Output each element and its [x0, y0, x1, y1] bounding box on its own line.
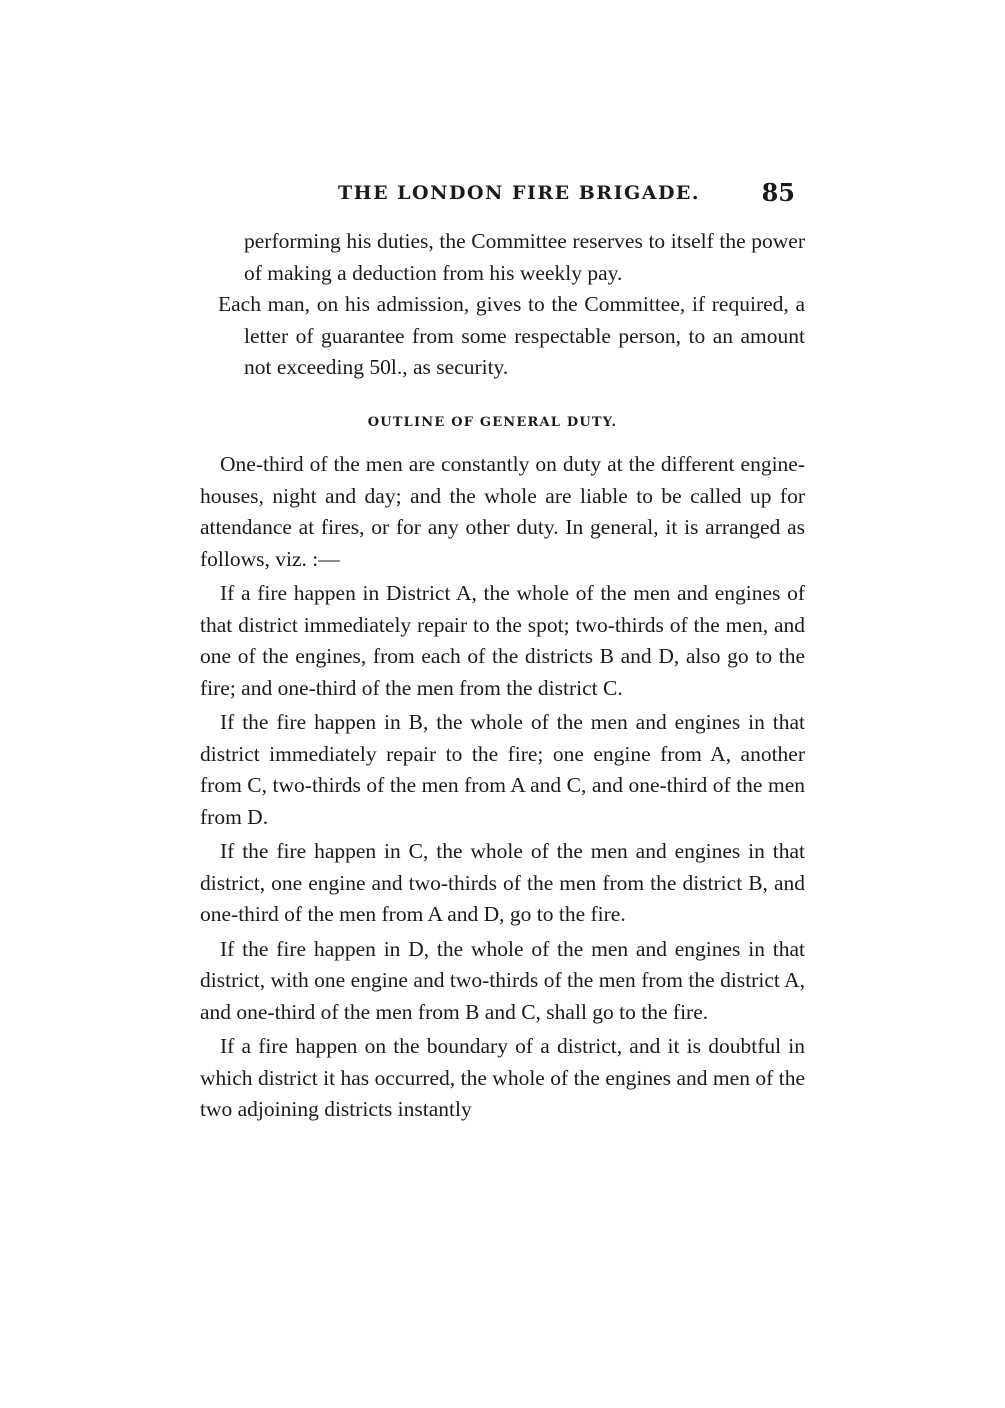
paragraph: If the fire happen in D, the whole of the men and engines in that district, with one engine and two-thirds of the men from the district A, and one-third of the men from B and C, shall go to the fire.: [200, 936, 805, 1024]
page-number: 85: [761, 178, 795, 207]
page-header: [200, 178, 805, 212]
section-body: [200, 449, 805, 1129]
running-head: THE LONDON FIRE BRIGADE.: [338, 182, 701, 204]
paragraph: If the fire happen in B, the whole of the men and engines in that district immediately repair to the fire; one engine from A, another from C, two-thirds of the men from A and C, and one-third of the men from D.: [200, 710, 805, 829]
rule-paragraph-guarantee: Each man, on his admission, gives to the Committee, if required, a letter of guarantee from some respectable person, to an amount not exceeding 50l., as security.: [218, 292, 805, 379]
paragraph: If the fire happen in C, the whole of the men and engines in that district, one engine and two-thirds of the men from the district B, and one-third of the men from A and D, go to the fire.: [200, 839, 805, 926]
paragraph: One-third of the men are constantly on duty at the different engine-houses, night and day; and the whole are liable to be called up for attendance at fires, or for any other duty. In general, it is arranged as follows, viz. :—: [200, 452, 805, 571]
paragraph: If a fire happen on the boundary of a district, and it is doubtful in which district it has occurred, the whole of the engines and men of the two adjoining districts instantly: [200, 1034, 805, 1121]
paragraph: If a fire happen in District A, the whole of the men and engines of that district immediately repair to the spot; two-thirds of the men, and one of the engines, from each of the districts B and D, also go to the fire; and one-third of the men from the district C.: [200, 581, 805, 700]
section-heading: OUTLINE OF GENERAL DUTY.: [367, 415, 618, 430]
rule-paragraph-continued: performing his duties, the Committee reserves to itself the power of making a deduction from his weekly pay.: [244, 229, 805, 285]
rules-continuation: [200, 226, 805, 384]
